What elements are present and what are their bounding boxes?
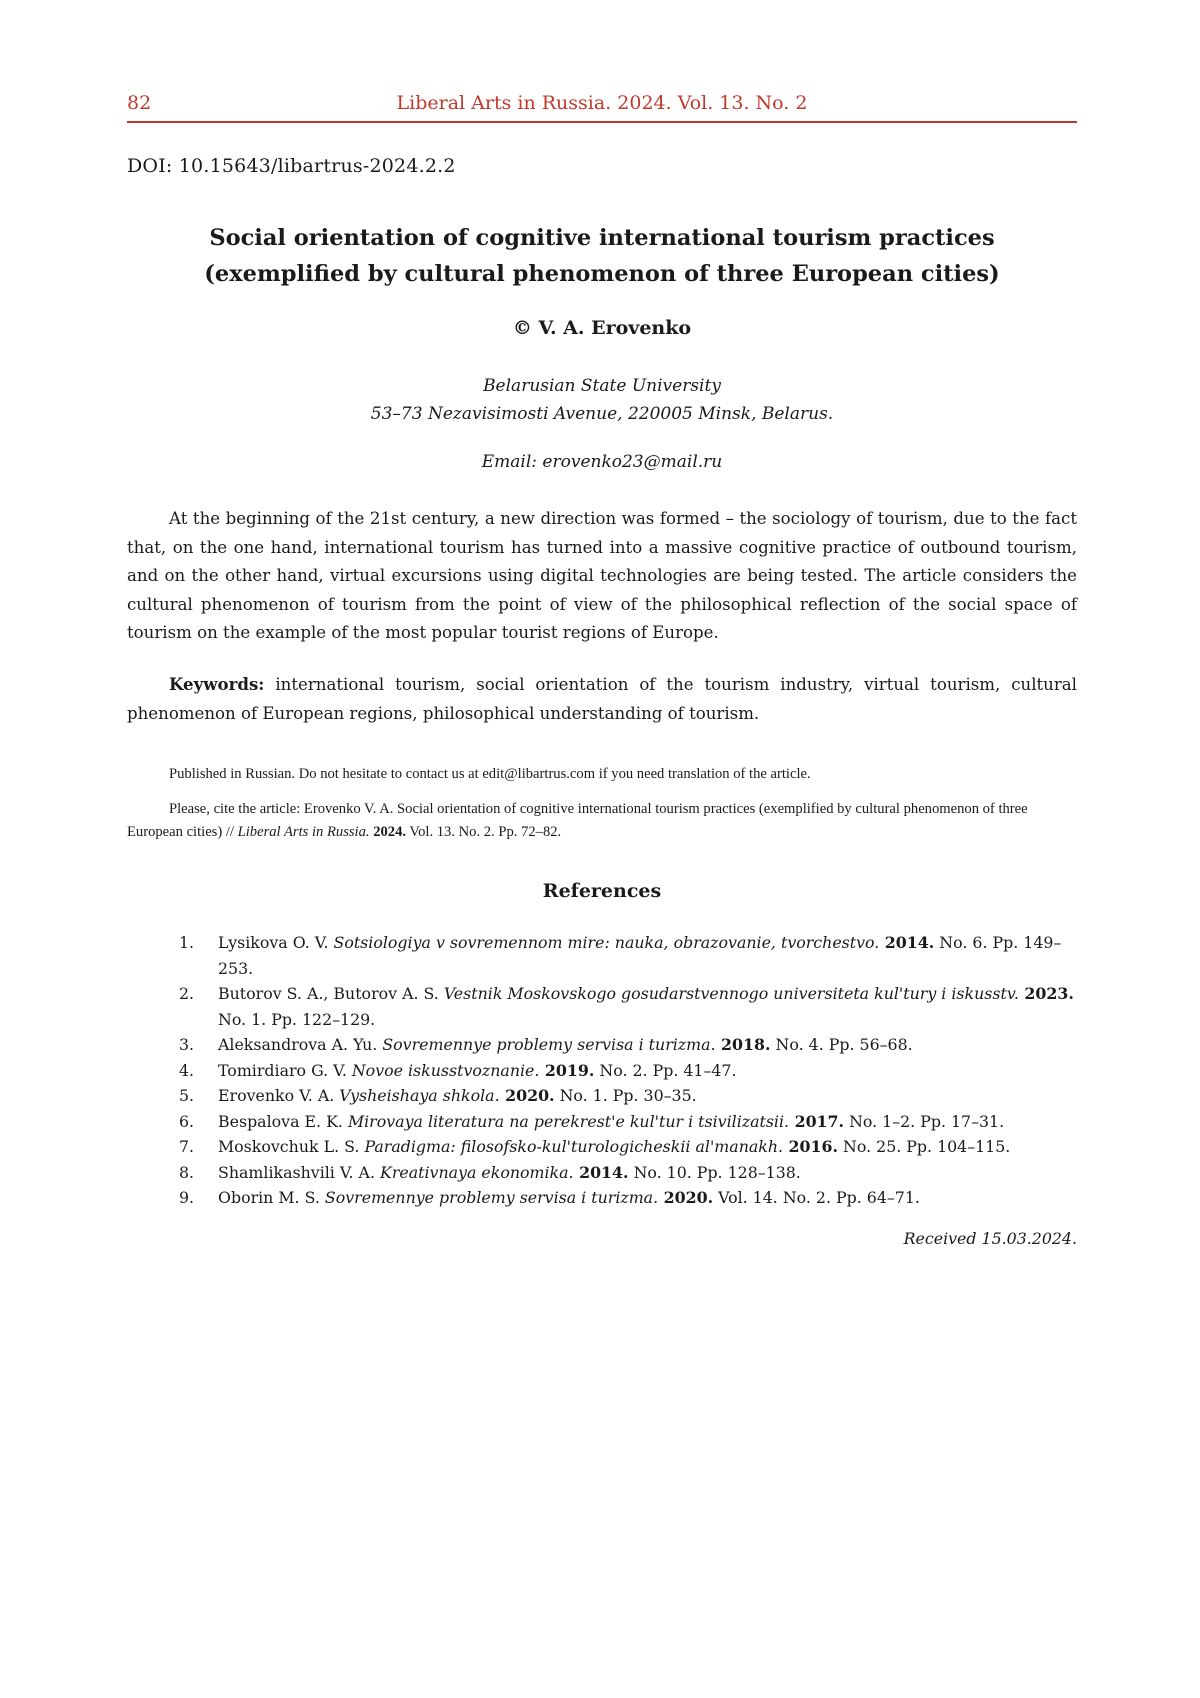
reference-details: No. 25. Pp. 104–115. bbox=[838, 1137, 1011, 1156]
reference-number: 2. bbox=[179, 984, 195, 1003]
reference-number: 7. bbox=[179, 1137, 195, 1156]
reference-year: 2019. bbox=[539, 1060, 595, 1080]
reference-source: Paradigma: filosofsko-kul'turologicheskii al'manakh. bbox=[364, 1137, 784, 1156]
doi: DOI: 10.15643/libartrus-2024.2.2 bbox=[127, 155, 456, 177]
running-header bbox=[127, 92, 1077, 122]
reference-number: 8. bbox=[179, 1162, 195, 1182]
citation-rest: Vol. 13. No. 2. Pp. 72–82. bbox=[406, 824, 562, 840]
reference-number: 5. bbox=[179, 1086, 195, 1105]
reference-year: 2020. bbox=[499, 1086, 555, 1105]
reference-item bbox=[127, 1134, 1077, 1160]
page-number: 82 bbox=[127, 92, 152, 114]
address: 53–73 Nezavisimosti Avenue, 220005 Minsk, Belarus. bbox=[370, 404, 834, 424]
references-heading: References bbox=[542, 880, 662, 902]
reference-details: Vol. 14. No. 2. Pp. 64–71. bbox=[713, 1188, 920, 1207]
reference-source: Vysheishaya shkola. bbox=[339, 1086, 500, 1105]
published-note: Published in Russian. Do not hesitate to contact us at edit@libartrus.com if you need translation of the article. bbox=[169, 766, 811, 782]
reference-year: 2023. bbox=[1018, 984, 1074, 1003]
reference-author: Tomirdiaro G. V. bbox=[218, 1060, 352, 1080]
reference-details: No. 1–2. Pp. 17–31. bbox=[844, 1111, 1005, 1131]
reference-item bbox=[127, 1109, 1077, 1135]
reference-source: Sotsiologiya v sovremennom mire: nauka, obrazovanie, tvorchestvo. bbox=[333, 933, 880, 952]
reference-author: Aleksandrova A. Yu. bbox=[218, 1035, 383, 1054]
reference-author: Oborin M. S. bbox=[218, 1188, 325, 1207]
reference-item bbox=[127, 1185, 1077, 1211]
reference-item bbox=[127, 1083, 1077, 1109]
reference-author: Bespalova E. K. bbox=[218, 1111, 348, 1131]
reference-year: 2018. bbox=[715, 1035, 771, 1054]
reference-number: 1. bbox=[179, 933, 195, 952]
reference-details: No. 1. Pp. 30–35. bbox=[554, 1086, 697, 1105]
reference-details: No. 4. Pp. 56–68. bbox=[770, 1035, 913, 1054]
reference-item bbox=[127, 981, 1077, 1032]
reference-source: Mirovaya literatura na perekrest'e kul'tur i tsivilizatsii. bbox=[347, 1111, 790, 1131]
reference-author: Shamlikashvili V. A. bbox=[218, 1162, 381, 1182]
reference-source: Vestnik Moskovskogo gosudarstvennogo universiteta kul'tury i iskusstv. bbox=[443, 984, 1019, 1003]
keywords bbox=[127, 670, 1077, 728]
institution: Belarusian State University bbox=[483, 376, 721, 396]
citation-journal: Liberal Arts in Russia. bbox=[237, 824, 370, 840]
article-title-line-2: (exemplified by cultural phenomenon of three European cities) bbox=[204, 261, 1000, 287]
author: © V. A. Erovenko bbox=[512, 317, 692, 339]
reference-item bbox=[127, 930, 1077, 981]
keywords-label: Keywords: bbox=[169, 674, 265, 694]
reference-number: 3. bbox=[179, 1035, 195, 1054]
reference-item bbox=[127, 1032, 1077, 1058]
header-rule bbox=[127, 121, 1077, 123]
reference-year: 2020. bbox=[658, 1188, 714, 1207]
article-title bbox=[127, 220, 1077, 292]
reference-source: Novoe iskusstvoznanie. bbox=[351, 1060, 540, 1080]
reference-source: Kreativnaya ekonomika. bbox=[380, 1162, 574, 1182]
reference-author: Erovenko V. A. bbox=[218, 1086, 340, 1105]
abstract: At the beginning of the 21st century, a new direction was formed – the sociology of tourism, due to the fact that, on the one hand, international tourism has turned into a massive cognitive practice of outbound tourism, and on the other hand, virtual excursions using digital technologies are being tested. The article considers the cultural phenomenon of tourism from the point of view of the philosophical reflection of the social space of tourism on the example of the most popular tourist regions of Europe. bbox=[127, 509, 1077, 642]
reference-year: 2017. bbox=[789, 1111, 845, 1131]
reference-item bbox=[127, 1058, 1077, 1084]
received-date: Received 15.03.2024. bbox=[903, 1229, 1077, 1248]
reference-details: No. 10. Pp. 128–138. bbox=[628, 1162, 801, 1182]
reference-details: No. 2. Pp. 41–47. bbox=[594, 1060, 737, 1080]
reference-number: 6. bbox=[179, 1111, 195, 1131]
keywords-text: international tourism, social orientation of the tourism industry, virtual tourism, cultural phenomenon of European regions, philosophical understanding of tourism. bbox=[127, 675, 1077, 723]
reference-list bbox=[127, 930, 1077, 1211]
reference-year: 2014. bbox=[573, 1162, 629, 1182]
reference-author: Moskovchuk L. S. bbox=[218, 1137, 365, 1156]
affiliation bbox=[127, 372, 1077, 428]
reference-year: 2014. bbox=[879, 933, 935, 952]
citation-prefix: Please, cite the article: Erovenko V. A. Social orientation of cognitive international tourism practices (exemplified by cultural phenomenon of three European cities) // bbox=[127, 801, 1028, 840]
journal-title: Liberal Arts in Russia. 2024. Vol. 13. No. 2 bbox=[396, 92, 808, 114]
citation-year: 2024. bbox=[369, 824, 407, 840]
reference-source: Sovremennye problemy servisa i turizma. bbox=[324, 1188, 659, 1207]
reference-number: 9. bbox=[179, 1188, 195, 1207]
reference-number: 4. bbox=[179, 1060, 195, 1080]
citation bbox=[127, 798, 1077, 844]
email: Email: erovenko23@mail.ru bbox=[481, 452, 723, 472]
reference-details: No. 6. Pp. 149–253. bbox=[218, 933, 1062, 978]
reference-year: 2016. bbox=[783, 1137, 839, 1156]
article-title-line-1: Social orientation of cognitive international tourism practices bbox=[209, 225, 995, 251]
reference-item bbox=[127, 1160, 1077, 1186]
reference-author: Lysikova O. V. bbox=[218, 933, 334, 952]
reference-details: No. 1. Pp. 122–129. bbox=[218, 1009, 376, 1029]
reference-source: Sovremennye problemy servisa i turizma. bbox=[382, 1035, 716, 1054]
reference-author: Butorov S. A., Butorov A. S. bbox=[218, 984, 444, 1003]
